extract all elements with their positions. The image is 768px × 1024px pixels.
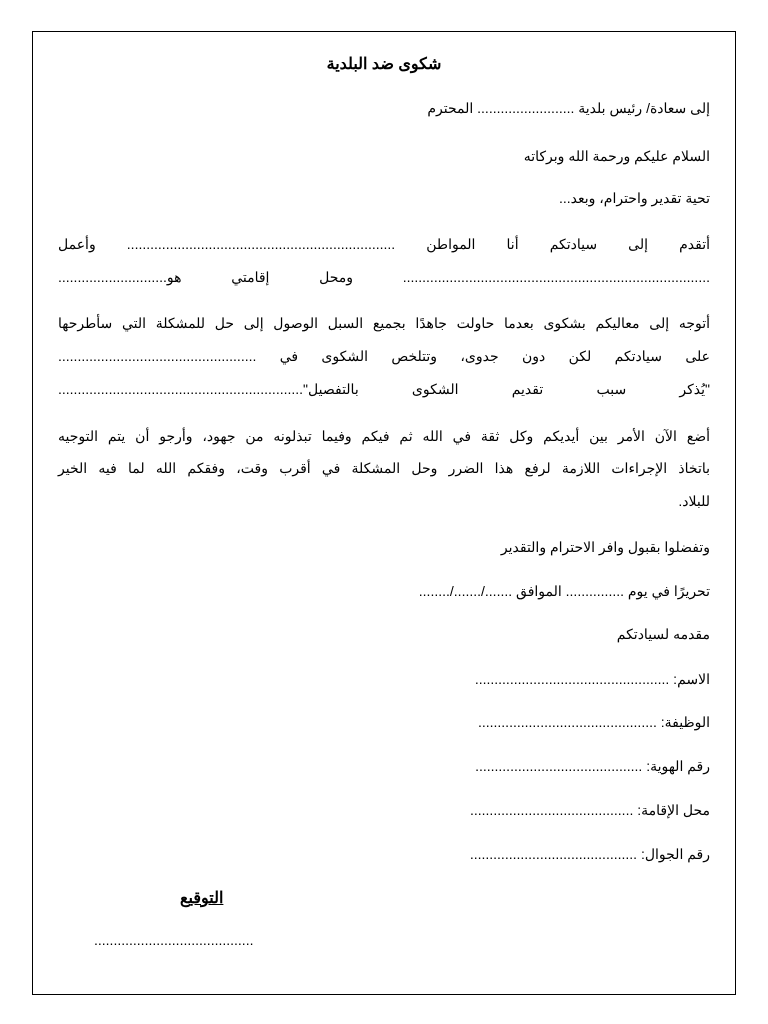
id-number-field: رقم الهوية: ........................................... <box>475 758 710 774</box>
name-field: الاسم: .................................................. <box>474 671 710 687</box>
complaint-line-3: "يُذكر سبب تقديم الشكوى بالتفصيل"............................................................... <box>58 381 710 397</box>
job-field: الوظيفة: .............................................. <box>477 714 710 730</box>
request-line-3: للبلاد. <box>678 493 710 509</box>
addressee-line: إلى سعادة/ رئيس بلدية ......................... المحترم <box>427 100 710 116</box>
document-title: شكوى ضد البلدية <box>326 56 442 73</box>
submitted-by-line: مقدمه لسيادتكم <box>616 626 710 642</box>
intro-line-1: أتقدم إلى سيادتكم أنا المواطن ..................................................................... وأعمل <box>58 236 710 252</box>
salutation-line: تحية تقدير واحترام، وبعد... <box>558 190 710 206</box>
intro-line-2: ............................................................................... ومحل إقامتي هو............................ <box>58 269 710 285</box>
complaint-line-2: على سيادتكم لكن دون جدوى، وتتلخص الشكوى في ................................................... <box>58 348 710 364</box>
greeting-line: السلام عليكم ورحمة الله وبركاته <box>523 148 710 164</box>
request-line-2: باتخاذ الإجراءات اللازمة لرفع هذا الضرر وحل المشكلة في أقرب وقت، وفقكم الله لما فيه الخير <box>58 460 710 476</box>
signature-line: ......................................... <box>94 932 254 948</box>
signature-label: التوقيع <box>180 890 224 907</box>
date-line: تحريرًا في يوم ............... الموافق ......./......./........ <box>418 583 710 599</box>
complaint-line-1: أتوجه إلى معاليكم بشكوى بعدما حاولت جاهدًا بجميع السبل الوصول إلى حل للمشكلة التي سأطرحها <box>58 315 710 331</box>
residence-field: محل الإقامة: .......................................... <box>469 802 710 818</box>
closing-line: وتفضلوا بقبول وافر الاحترام والتقدير <box>500 539 710 555</box>
request-line-1: أضع الآن الأمر بين أيديكم وكل ثقة في الله ثم فيكم وفيما تبذلونه من جهود، وأرجو أن يتم التوجيه <box>58 428 710 444</box>
mobile-field: رقم الجوال: ........................................... <box>469 846 710 862</box>
